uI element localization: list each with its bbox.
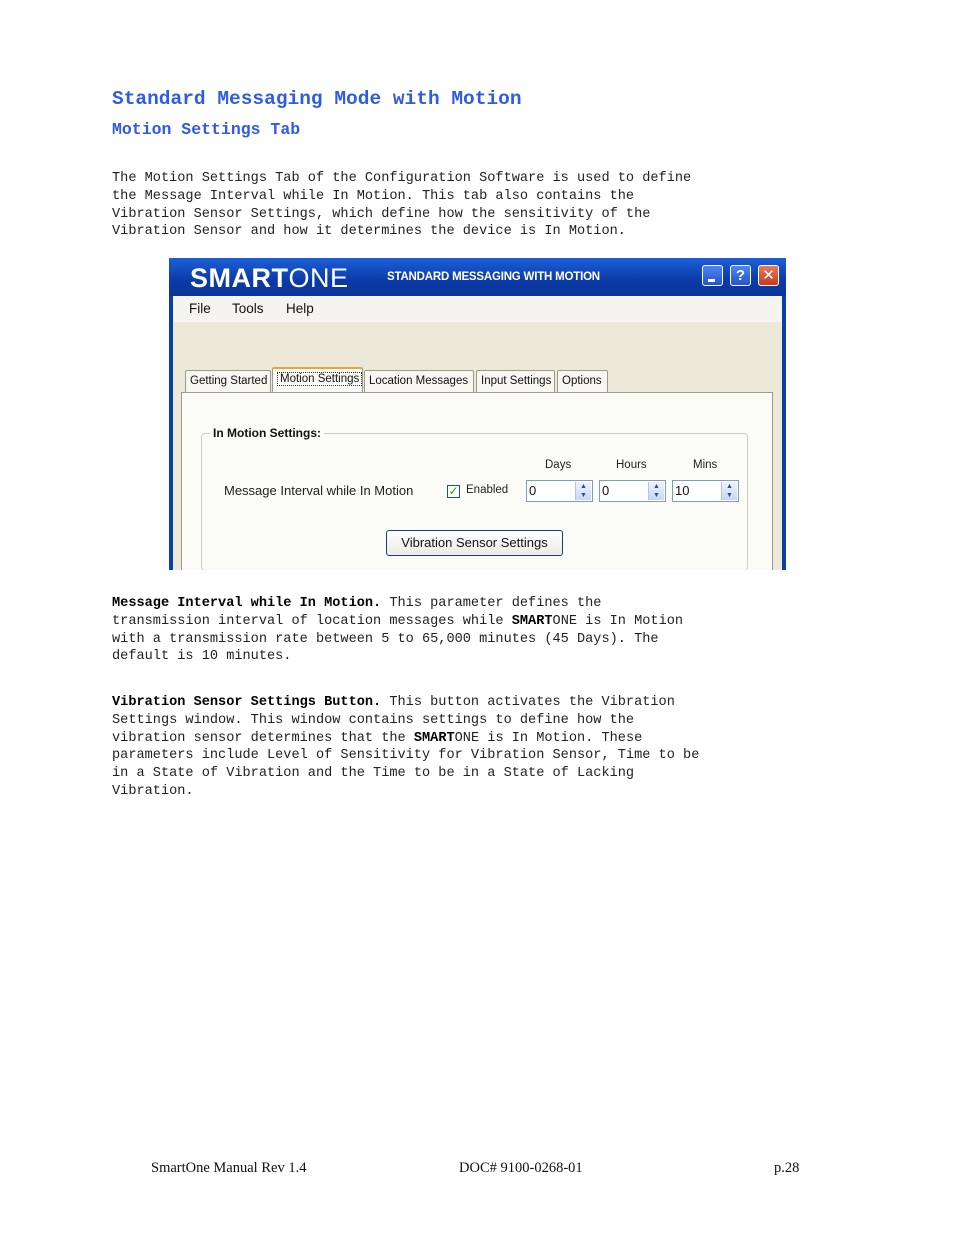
message-interval-label: Message Interval while In Motion xyxy=(224,483,414,498)
window-titlebar xyxy=(169,258,786,296)
intro-line: The Motion Settings Tab of the Configuration Software is used to define xyxy=(112,171,692,186)
minimize-icon xyxy=(708,279,715,282)
mins-value: 10 xyxy=(675,483,690,498)
intro-line: Vibration Sensor Settings, which define how the sensitivity of the xyxy=(112,206,651,222)
menu-bar xyxy=(173,296,782,322)
app-screenshot xyxy=(169,258,786,570)
menu-tools[interactable]: Tools xyxy=(232,301,264,316)
footer-doc-number: DOC# 9100-0268-01 xyxy=(459,1160,583,1176)
message-interval-paragraph: Message Interval while In Motion. This parameter defines the transmission interval of location messages while SMARTONE is In Motion with a transmission rate between 5 to 65,000 minutes (45 Days). The default is 10 minutes. xyxy=(112,596,684,665)
menu-file[interactable]: File xyxy=(189,301,211,316)
hours-value: 0 xyxy=(602,483,610,498)
group-title: In Motion Settings: xyxy=(210,426,324,440)
tab-input-settings[interactable]: Input Settings xyxy=(476,370,555,392)
enabled-label: Enabled xyxy=(466,484,509,496)
days-value: 0 xyxy=(529,483,537,498)
mins-spinner[interactable] xyxy=(672,480,739,502)
vibration-sensor-settings-button[interactable]: Vibration Sensor Settings xyxy=(386,530,563,556)
column-label-days: Days xyxy=(545,459,572,471)
enabled-checkbox[interactable]: ✓ xyxy=(448,484,459,498)
spin-arrows-icon[interactable]: ▲ ▼ xyxy=(721,482,737,500)
hours-spinner[interactable] xyxy=(599,480,666,502)
intro-line: the Message Interval while In Motion. This tab also contains the xyxy=(112,188,635,204)
column-label-hours: Hours xyxy=(616,459,647,471)
tab-options[interactable]: Options xyxy=(557,370,608,392)
column-label-mins: Mins xyxy=(693,459,718,471)
vibration-settings-paragraph: Vibration Sensor Settings Button. This button activates the Vibration Settings window. This window contains settings to define how the vibration sensor determines that the SMARTONE is In Motion. These parameters include Level of Sensitivity for Vibration Sensor, Time to be in a State of Vibration and the Time to be in a State of Lacking Vibration. xyxy=(112,695,700,799)
brand-name: SMART xyxy=(413,730,455,746)
spin-arrows-icon[interactable]: ▲ ▼ xyxy=(575,482,591,500)
intro-paragraph xyxy=(112,170,812,241)
vibration-settings-title: Vibration Sensor Settings Button. xyxy=(112,695,382,710)
close-button[interactable]: ✕ xyxy=(758,265,779,286)
tab-getting-started[interactable]: Getting Started xyxy=(185,370,271,392)
days-spinner[interactable] xyxy=(526,480,593,502)
section-subheading: Motion Settings Tab xyxy=(112,120,301,139)
window-subtitle: STANDARD MESSAGING WITH MOTION xyxy=(387,271,600,283)
message-interval-title: Message Interval while In Motion. xyxy=(112,596,382,611)
help-button[interactable]: ? xyxy=(730,265,751,286)
tab-location-messages[interactable]: Location Messages xyxy=(364,370,474,392)
footer-manual-rev: SmartOne Manual Rev 1.4 xyxy=(151,1160,307,1176)
menu-help[interactable]: Help xyxy=(286,301,314,316)
brand-name: SMART xyxy=(511,613,553,629)
footer-page-number: p.28 xyxy=(774,1160,800,1176)
tab-motion-settings[interactable]: Motion Settings xyxy=(272,367,363,392)
brand-logo: SMARTONE xyxy=(190,263,349,293)
window-client-area xyxy=(173,296,782,570)
intro-line: Vibration Sensor and how it determines the device is In Motion. xyxy=(112,224,626,240)
spin-arrows-icon[interactable]: ▲ ▼ xyxy=(648,482,664,500)
page-heading: Standard Messaging Mode with Motion xyxy=(112,88,522,110)
minimize-button[interactable] xyxy=(702,265,723,286)
